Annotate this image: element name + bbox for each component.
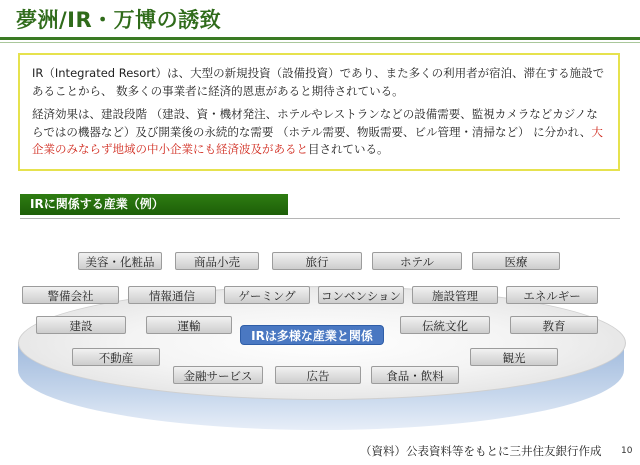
industry-box-travel: 旅行 <box>272 252 362 270</box>
industry-box-retail: 商品小売 <box>175 252 259 270</box>
industry-box-gaming: ゲーミング <box>224 286 310 304</box>
summary-paragraph-2 <box>32 106 606 159</box>
summary-highlight: 大企業のみならず地域の中小企業にも経済波及があると <box>32 124 603 156</box>
industry-box-hotel: ホテル <box>372 252 462 270</box>
section-divider <box>20 218 620 219</box>
industry-box-food: 食品・飲料 <box>371 366 459 384</box>
summary-paragraph-1: IR（Integrated Resort）は、大型の新規投資（設備投資）であり、また多くの利用者が宿泊、滞在する施設であることから、 数多くの事業者に経済的恩恵があると期待されている。 <box>32 66 605 98</box>
industry-box-transport: 運輸 <box>146 316 232 334</box>
industry-box-beauty: 美容・化粧品 <box>78 252 162 270</box>
industry-box-real-estate: 不動産 <box>72 348 160 366</box>
summary-box <box>18 53 620 171</box>
section-heading: IRに関係する産業（例） <box>20 194 288 215</box>
center-label: IRは多様な産業と関係 <box>240 325 384 345</box>
page-number: 10 <box>621 446 633 456</box>
source-footnote: （資料）公表資料等をもとに三井住友銀行作成 <box>360 444 602 458</box>
industry-box-culture: 伝統文化 <box>400 316 490 334</box>
title-rule-thin <box>0 42 640 43</box>
industry-box-finance: 金融サービス <box>173 366 263 384</box>
industry-box-facility: 施設管理 <box>412 286 498 304</box>
industry-box-education: 教育 <box>510 316 598 334</box>
page-title: 夢洲/IR・万博の誘致 <box>16 8 222 32</box>
industry-box-convention: コンベンション <box>318 286 404 304</box>
industry-box-medical: 医療 <box>472 252 560 270</box>
industry-box-tourism: 観光 <box>470 348 558 366</box>
industry-box-it: 情報通信 <box>128 286 216 304</box>
industry-box-advertising: 広告 <box>275 366 361 384</box>
industry-box-construction: 建設 <box>36 316 126 334</box>
summary-paragraph-2-lead: 経済効果は、建設段階 （建設、資・機材発注、ホテルやレストランなどの設備需要、監視カメラなどカジノならではの機器など）及び開業後の永続的な需要 （ホテル需要、物販需要、ビル管理・清掃など） に分かれ、 <box>32 107 598 139</box>
industry-box-security: 警備会社 <box>22 286 119 304</box>
industry-box-energy: エネルギー <box>506 286 598 304</box>
summary-paragraph-2-tail: 目されている。 <box>308 142 389 156</box>
title-rule <box>0 37 640 40</box>
